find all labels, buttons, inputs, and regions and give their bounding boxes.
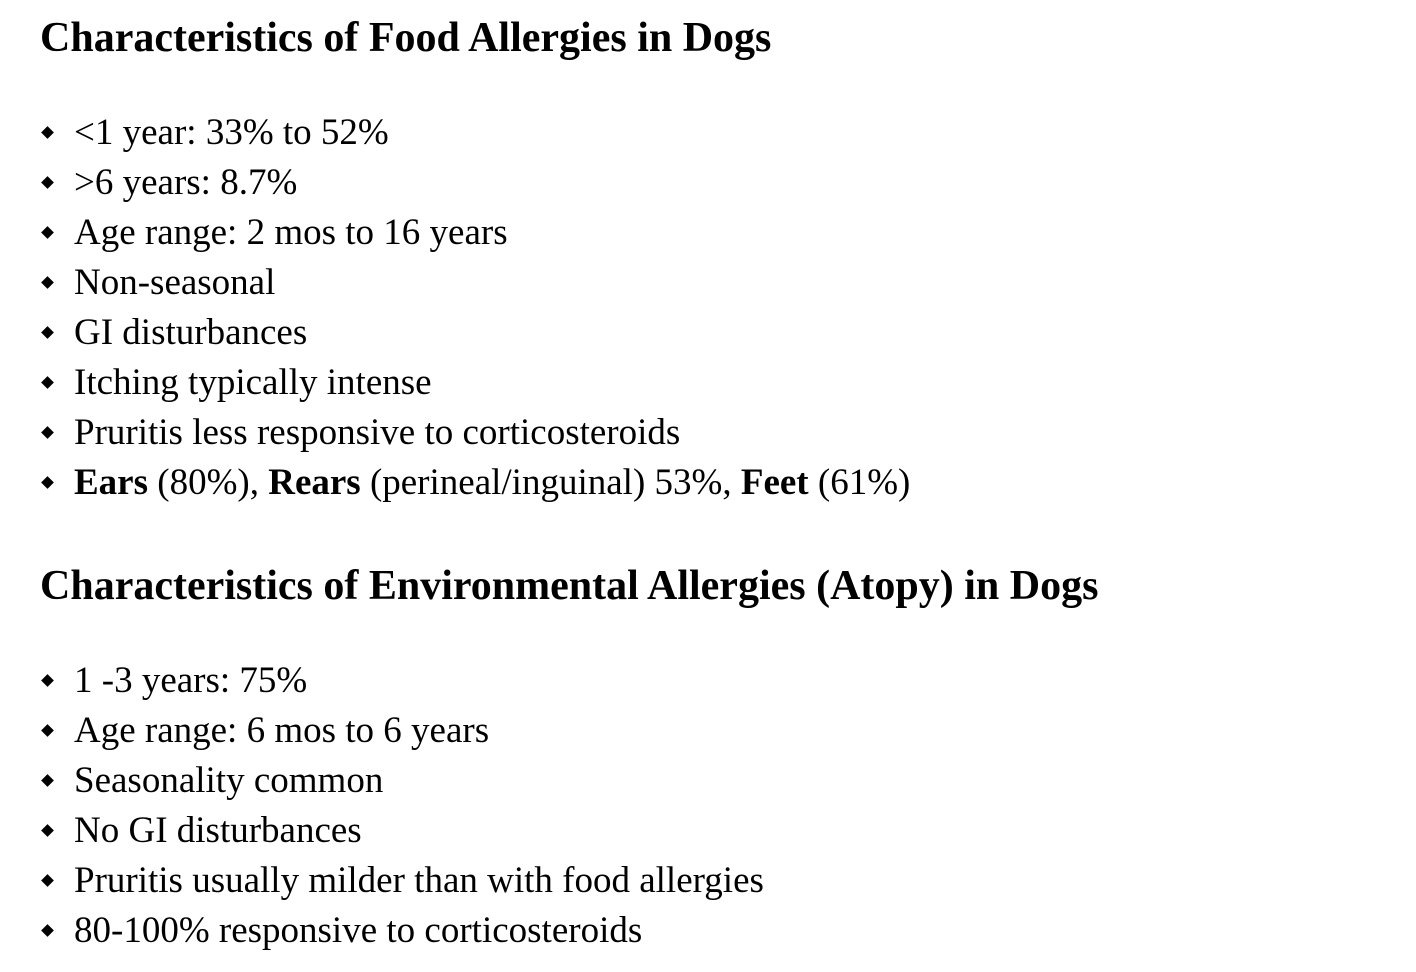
list-item (40, 108, 910, 158)
rears-percent: (perineal/inguinal) 53%, (360, 462, 741, 503)
list-item-text: Age range: 2 mos to 16 years (74, 212, 508, 253)
list-item (40, 656, 1098, 706)
diamond-bullet-icon (41, 326, 54, 339)
diamond-bullet-icon (41, 276, 54, 289)
diamond-bullet-icon (41, 724, 54, 737)
list-item-text: 1 -3 years: 75% (74, 660, 308, 701)
rears-label: Rears (268, 462, 361, 503)
ears-label: Ears (74, 462, 148, 503)
list-item-text: <1 year: 33% to 52% (74, 112, 389, 153)
list-item (40, 258, 910, 308)
ears-percent: (80%), (148, 462, 269, 503)
food-allergies-list (40, 108, 910, 508)
diamond-bullet-icon (41, 774, 54, 787)
diamond-bullet-icon (41, 874, 54, 887)
diamond-bullet-icon (41, 476, 54, 489)
list-item (40, 706, 1098, 756)
environmental-allergies-section (40, 558, 1098, 956)
feet-label: Feet (740, 462, 809, 503)
feet-percent: (61%) (808, 462, 911, 503)
list-item (40, 756, 1098, 806)
diamond-bullet-icon (41, 426, 54, 439)
list-item (40, 308, 910, 358)
diamond-bullet-icon (41, 226, 54, 239)
list-item (40, 906, 1098, 956)
list-item-text: Non-seasonal (74, 262, 276, 303)
list-item (40, 408, 910, 458)
list-item-text: Pruritis usually milder than with food allergies (74, 860, 764, 901)
list-item-body-sites (40, 458, 910, 508)
list-item (40, 158, 910, 208)
environmental-allergies-list (40, 656, 1098, 956)
diamond-bullet-icon (41, 176, 54, 189)
list-item-text: >6 years: 8.7% (74, 162, 298, 203)
diamond-bullet-icon (41, 924, 54, 937)
list-item (40, 358, 910, 408)
diamond-bullet-icon (41, 126, 54, 139)
food-allergies-heading: Characteristics of Food Allergies in Dogs (40, 15, 772, 61)
list-item-text: Age range: 6 mos to 6 years (74, 710, 490, 751)
list-item-text: GI disturbances (74, 312, 308, 353)
diamond-bullet-icon (41, 674, 54, 687)
diamond-bullet-icon (41, 376, 54, 389)
environmental-allergies-heading: Characteristics of Environmental Allergies (Atopy) in Dogs (40, 563, 1099, 609)
list-item-text: Seasonality common (74, 760, 384, 801)
list-item (40, 856, 1098, 906)
diamond-bullet-icon (41, 824, 54, 837)
list-item-text: Itching typically intense (74, 362, 432, 403)
list-item-text: No GI disturbances (74, 810, 362, 851)
list-item (40, 806, 1098, 856)
list-item-text: Pruritis less responsive to corticosteroids (74, 412, 681, 453)
list-item-text: 80-100% responsive to corticosteroids (74, 910, 643, 951)
food-allergies-section (40, 10, 910, 508)
list-item (40, 208, 910, 258)
